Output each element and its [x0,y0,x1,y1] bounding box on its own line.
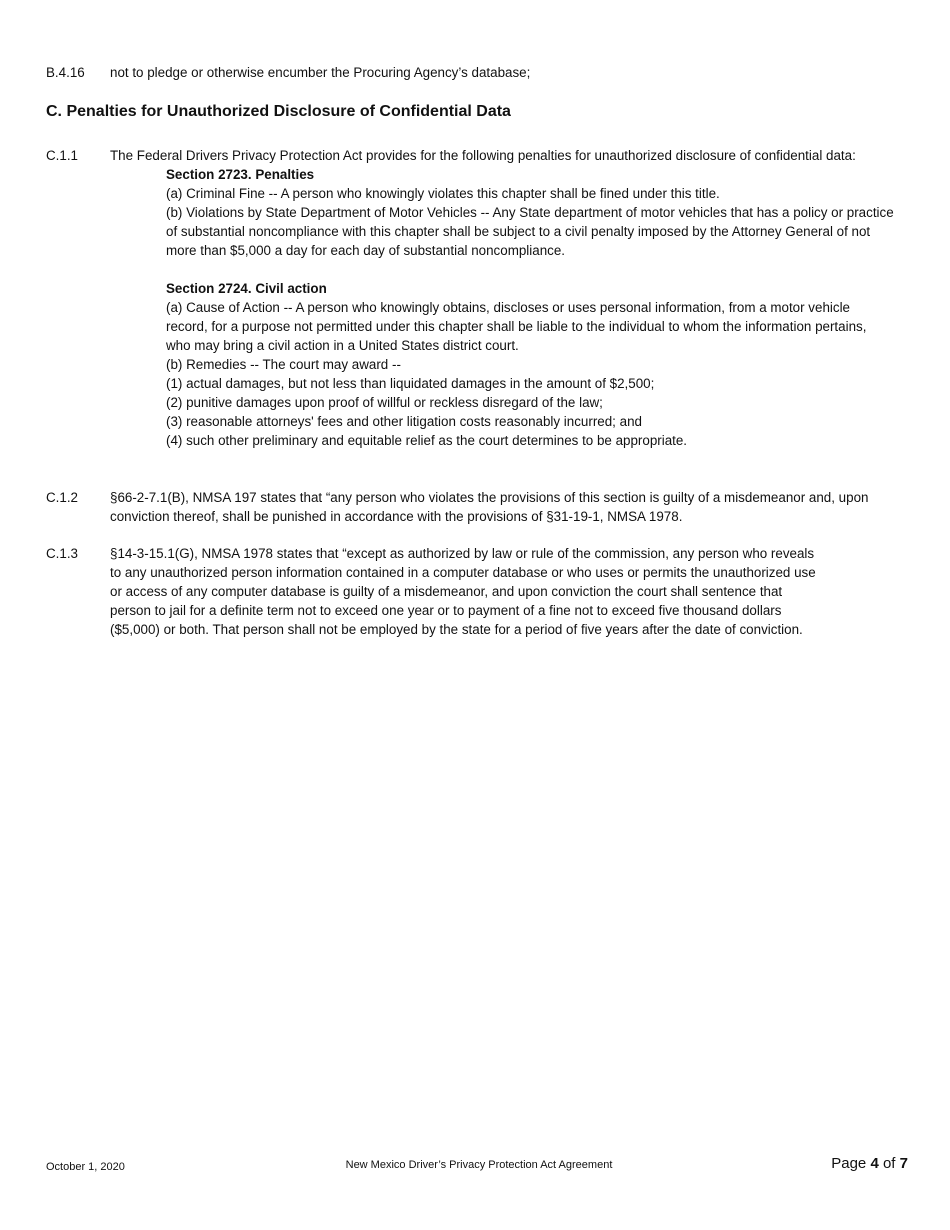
footer-date: October 1, 2020 [46,1161,125,1173]
clause-text: §14-3-15.1(G), NMSA 1978 states that “except as authorized by law or rule of the commission, any person who reveals to any unauthorized person information contained in a computer database or who uses or permits the unauthorized use or access of any computer database is guilty of a misdemeanor, and upon conviction the court shall sentence that person to jail for a definite term not to exceed one year or to payment of a fine not to exceed five thousand dollars ($5,000) or both. That person shall not be employed by the state for a period of five years after the date of conviction. [110,546,816,637]
section-2724-title: Section 2724. Civil action [166,281,327,296]
clause-number: C.1.3 [46,546,79,561]
remedy-3: (3) reasonable attorneys' fees and other litigation costs reasonably incurred; and [166,414,642,429]
clause-number: C.1.2 [46,490,79,505]
remedy-1: (1) actual damages, but not less than liquidated damages in the amount of $2,500; [166,376,655,391]
page-of: of [882,1155,896,1172]
remedy-4: (4) such other preliminary and equitable relief as the court determines to be appropriate. [166,433,688,448]
page-number [831,1155,908,1172]
remedy-2: (2) punitive damages upon proof of willful or reckless disregard of the law; [166,395,603,410]
page-current: 4 [870,1155,879,1172]
section-2724-a: (a) Cause of Action -- A person who knowingly obtains, discloses or uses personal information, from a motor vehicle record, for a purpose not permitted under this chapter shall be liable to the individual to whom the information pertains, who may bring a civil action in a United States district court. [166,300,867,353]
clause-b-4-16 [46,63,894,82]
clause-c-1-1 [46,146,894,450]
clause-c-1-3 [46,544,894,639]
section-2723-b: (b) Violations by State Department of Motor Vehicles -- Any State department of motor vehicles that has a policy or practice of substantial noncompliance with this chapter shall be subject to a civil penalty imposed by the Attorney General of not more than $5,000 a day for each day of substantial noncompliance. [166,205,894,258]
clause-number: C.1.1 [46,148,79,163]
clause-text: §66-2-7.1(B), NMSA 197 states that “any person who violates the provisions of this section is guilty of a misdemeanor and, upon conviction thereof, shall be punished in accordance with the provisions of §31-19-1, NMSA 1978. [110,490,869,524]
page-total: 7 [899,1155,908,1172]
section-2723-title: Section 2723. Penalties [166,167,315,182]
section-2724-b: (b) Remedies -- The court may award -- [166,357,401,372]
statute-quote [166,165,894,450]
clause-text: not to pledge or otherwise encumber the Procuring Agency’s database; [110,65,531,80]
clause-number: B.4.16 [46,65,85,80]
footer-title: New Mexico Driver’s Privacy Protection Act Agreement [345,1159,613,1171]
section-heading: C. Penalties for Unauthorized Disclosure of Confidential Data [46,103,511,120]
clause-text: The Federal Drivers Privacy Protection Act provides for the following penalties for unauthorized disclosure of confidential data: [110,148,856,163]
clause-c-1-2 [46,488,894,526]
page-prefix: Page [831,1155,867,1172]
section-2723-a: (a) Criminal Fine -- A person who knowingly violates this chapter shall be fined under this title. [166,186,720,201]
